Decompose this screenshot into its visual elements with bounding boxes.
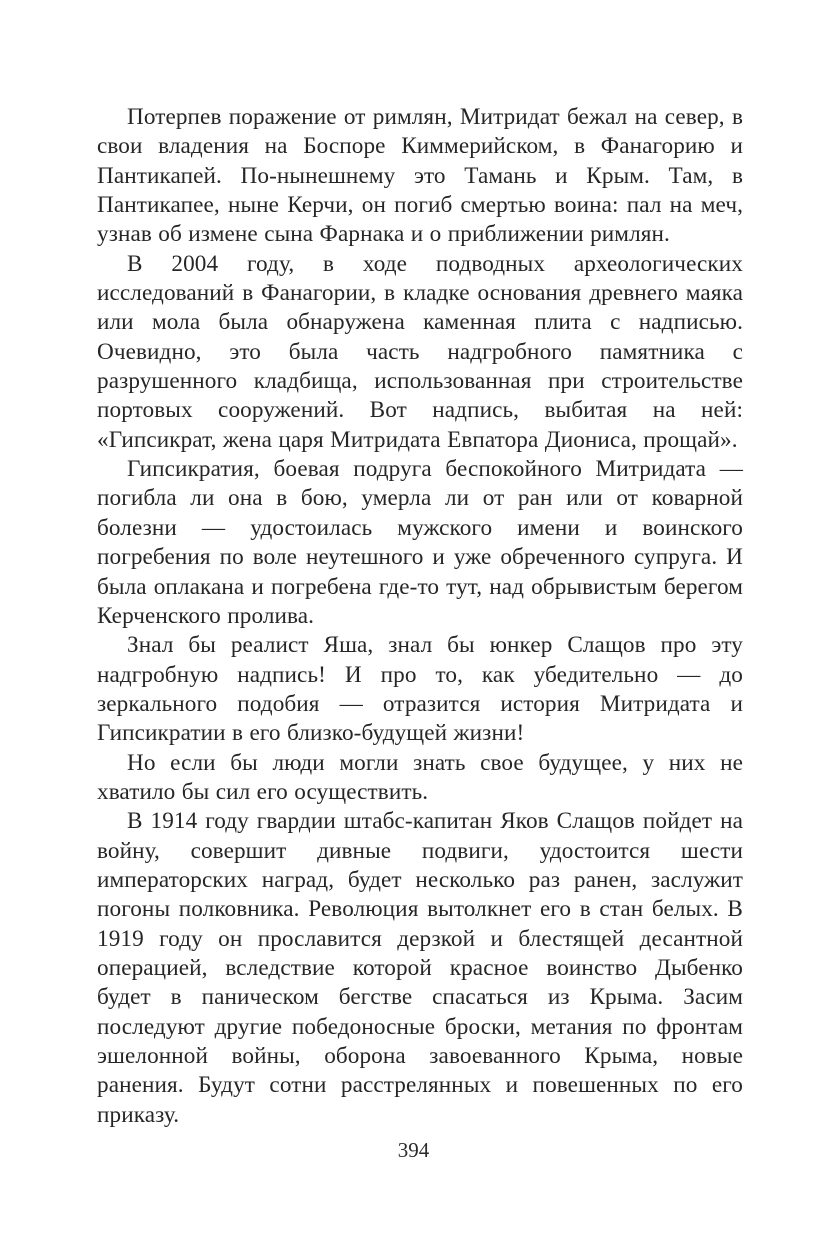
paragraph: Но если бы люди могли знать свое будущее, у них не хватило бы сил его осуществить.: [97, 749, 743, 805]
page-number: 394: [397, 1138, 430, 1162]
paragraph: Знал бы реалист Яша, знал бы юнкер Слащов про эту надгробную надпись! И про то, как убедительно — до зеркального подобия — отразится история Митридата и Гипсикратии в его близко-будущей жизни!: [97, 632, 743, 747]
paragraph: Гипсикратия, боевая подруга беспокойного Митридата — погибла ли она в бою, умерла ли от ран или от коварной болезни — удостоилась мужского имени и воинского погребения по воле неутешного и уже обреченного супруга. И была оплакана и погребена где-то тут, над обрывистым берегом Керченского пролива.: [97, 456, 743, 629]
paragraph: В 1914 году гвардии штабс-капитан Яков Слащов пойдет на войну, совершит дивные подвиги, удостоится шести императорских наград, будет несколько раз ранен, заслужит погоны полковника. Революция вытолкнет его в стан белых. В 1919 году он прославится дерзкой и блестящей десантной операцией, вследствие которой красное воинство Дыбенко будет в паническом бегстве спасаться из Крыма. Засим последуют другие победоносные броски, метания по фронтам эшелонной войны, оборона завоеванного Крыма, новые ранения. Будут сотни расстрелянных и повешенных по его приказу.: [97, 808, 743, 1128]
paragraph: Потерпев поражение от римлян, Митридат бежал на север, в свои владения на Боспоре Киммерийском, в Фанагорию и Пантикапей. По-нынешнему это Тамань и Крым. Там, в Пантикапее, ныне Керчи, он погиб смертью воина: пал на меч, узнав об измене сына Фарнака и о приближении римлян.: [97, 104, 743, 248]
paragraph: В 2004 году, в ходе подводных археологических исследований в Фанагории, в кладке основания древнего маяка или мола была обнаружена каменная плита с надписью. Очевидно, это была часть надгробного памятника с разрушенного кладбища, использованная при строительстве портовых сооружений. Вот надпись, выбитая на ней: «Гипсикрат, жена царя Митридата Евпатора Диониса, прощай».: [97, 250, 743, 453]
body-text: [97, 103, 743, 1130]
